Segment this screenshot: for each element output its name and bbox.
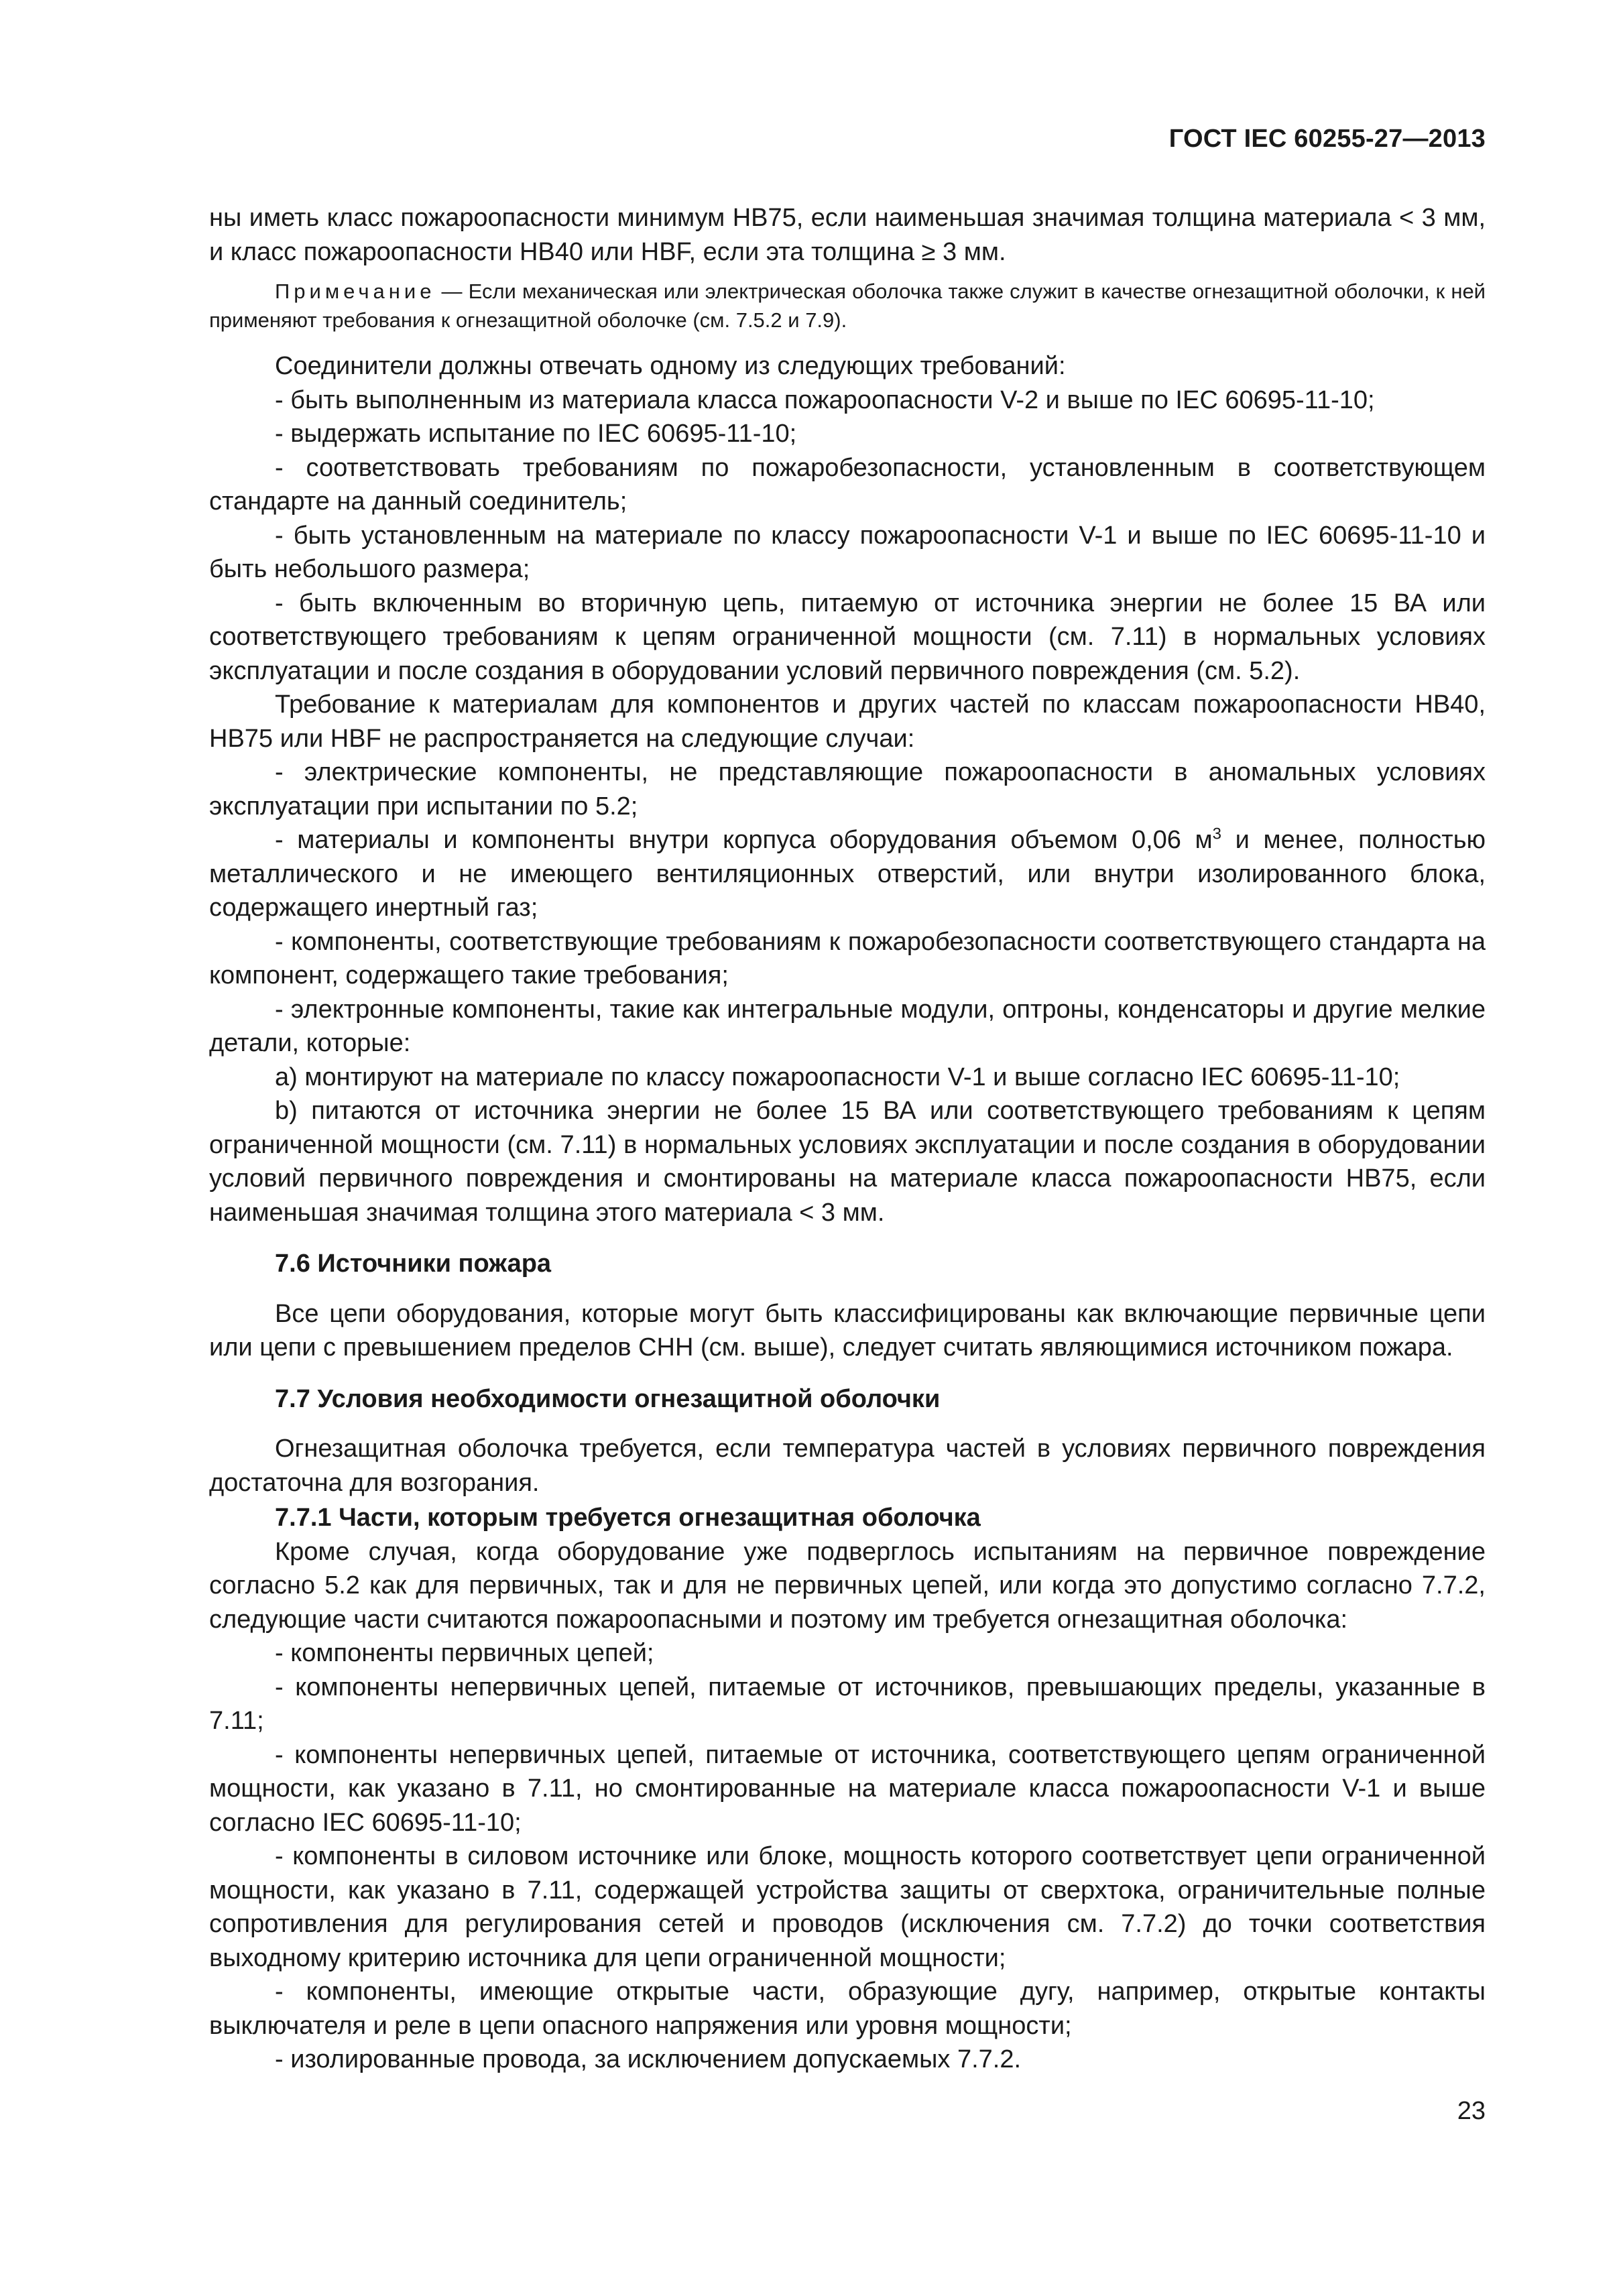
- paragraph: Все цепи оборудования, которые могут быть классифицированы как включающие первичные цепи или цепи с превышением пределов СНН (см. выше), следует считать являющимися источником пожара.: [209, 1299, 1486, 1362]
- item-text: - материалы и компоненты внутри корпуса оборудования объемом 0,06 м: [275, 826, 1213, 854]
- list-item: - выдержать испытание по IEC 60695-11-10;: [275, 420, 797, 448]
- list-item: - компоненты в силовом источнике или блоке, мощность которого соответствует цепи ограниченной мощности, как указано в 7.11, содержащей устройства защиты от сверхтока, ограничительные полные сопротивления для регулирования сетей и проводов (исключения см. 7.7.2) до точки соответствия выходному критерию источника для цепи ограниченной мощности;: [209, 1842, 1486, 1972]
- exceptions-intro: Требование к материалам для компонентов и других частей по классам пожароопасности НВ40, НВ75 или HBF не распространяется на следующие случаи:: [209, 690, 1486, 753]
- list-item: - компоненты первичных цепей;: [275, 1639, 654, 1667]
- list-item: - соответствовать требованиям по пожаробезопасности, установленным в соответствующем стандарте на данный соединитель;: [209, 453, 1486, 516]
- paragraph: Огнезащитная оболочка требуется, если температура частей в условиях первичного повреждения достаточна для возгорания.: [209, 1435, 1486, 1497]
- list-item: - компоненты непервичных цепей, питаемые от источников, превышающих пределы, указанные в 7.11;: [209, 1673, 1486, 1735]
- list-item: [209, 823, 1486, 925]
- list-item: - электронные компоненты, такие как интегральные модули, оптроны, конденсаторы и другие мелкие детали, которые:: [209, 995, 1486, 1057]
- list-item: - изолированные провода, за исключением допускаемых 7.7.2.: [275, 2045, 1022, 2073]
- section-heading-7-7: 7.7 Условия необходимости огнезащитной оболочки: [275, 1384, 941, 1413]
- note-text: — Если механическая или электрическая оболочка также служит в качестве огнезащитной оболочки, к ней применяют требования к огнезащитной оболочке (см. 7.5.2 и 7.9).: [209, 280, 1486, 332]
- list-item: - быть выполненным из материала класса пожароопасности V-2 и выше по IEC 60695-11-10;: [275, 385, 1375, 414]
- document-header: ГОСТ IEC 60255-27—2013: [1168, 125, 1486, 153]
- item-text: и менее, полностью металлического и не имеющего вентиляционных отверстий, или внутри изолированного блока, содержащего инертный газ;: [209, 826, 1486, 922]
- connectors-intro: Соединители должны отвечать одному из следующих требований:: [275, 352, 1066, 380]
- document-body: [209, 201, 1486, 2077]
- list-item: - быть включенным во вторичную цепь, питаемую от источника энергии не более 15 ВА или соответствующего требованиям к цепям ограниченной мощности (см. 7.11) в нормальных условиях эксплуатации и после создания в оборудовании условий первичного повреждения (см. 5.2).: [209, 589, 1486, 685]
- note: [209, 277, 1486, 335]
- list-item: - компоненты, соответствующие требованиям к пожаробезопасности соответствующего стандарта на компонент, содержащего такие требования;: [209, 927, 1486, 989]
- list-item: - компоненты, имеющие открытые части, образующие дугу, например, открытые контакты выключателя и реле в цепи опасного напряжения или уровня мощности;: [209, 1978, 1486, 2040]
- sub-item-a: a) монтируют на материале по классу пожароопасности V-1 и выше согласно IEC 60695-11-10;: [275, 1063, 1400, 1091]
- page-number: 23: [1457, 2097, 1486, 2125]
- superscript: 3: [1212, 825, 1222, 843]
- list-item: - быть установленным на материале по классу пожароопасности V-1 и выше по IEC 60695-11-10 и быть небольшого размера;: [209, 521, 1486, 583]
- section-heading-7-7-1: 7.7.1 Части, которым требуется огнезащитная оболочка: [275, 1504, 981, 1532]
- list-item: - компоненты непервичных цепей, питаемые от источника, соответствующего цепям ограниченной мощности, как указано в 7.11, но смонтированные на материале класса пожароопасности V-1 и выше согласно IEC 60695-11-10;: [209, 1740, 1486, 1837]
- paragraph: ны иметь класс пожароопасности минимум НВ75, если наименьшая значимая толщина материала < 3 мм, и класс пожароопасности НВ40 или HBF, если эта толщина ≥ 3 мм.: [209, 204, 1486, 266]
- paragraph: Кроме случая, когда оборудование уже подверглось испытаниям на первичное повреждение согласно 5.2 как для первичных, так и для не первичных цепей, или когда это допустимо согласно 7.7.2, следующие части считаются пожароопасными и поэтому им требуется огнезащитная оболочка:: [209, 1537, 1486, 1634]
- section-heading-7-6: 7.6 Источники пожара: [275, 1250, 552, 1278]
- sub-item-b: b) питаются от источника энергии не более 15 ВА или соответствующего требованиям к цепям ограниченной мощности (см. 7.11) в нормальных условиях эксплуатации и после создания в оборудовании условий первичного повреждения и смонтированы на материале класса пожароопасности НВ75, если наименьшая значимая толщина этого материала < 3 мм.: [209, 1097, 1486, 1227]
- list-item: - электрические компоненты, не представляющие пожароопасности в аномальных условиях эксплуатации при испытании по 5.2;: [209, 758, 1486, 821]
- note-label: Примечание: [275, 280, 436, 303]
